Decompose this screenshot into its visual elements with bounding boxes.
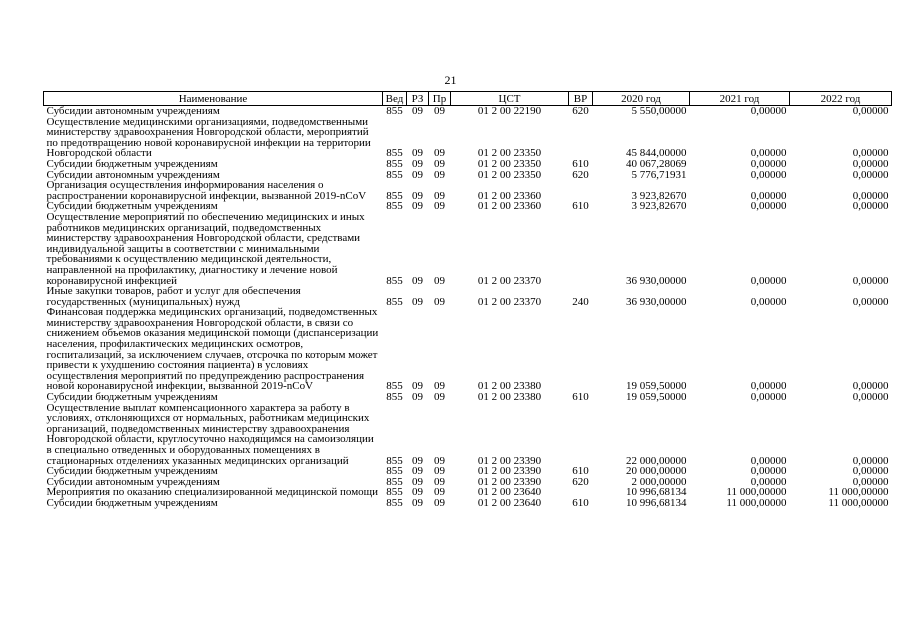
cell-2022: 0,00000 (852, 147, 889, 160)
cell-pr: 09 (434, 274, 445, 287)
cell-ved: 855 (386, 200, 403, 213)
cell-rz: 09 (412, 475, 423, 488)
cell-pr: 09 (434, 105, 445, 117)
cell-name: Субсидии бюджетным учреждениям (46, 391, 218, 404)
cell-cst: 01 2 00 23390 (477, 465, 542, 478)
cell-vr (569, 117, 593, 159)
cell-pr: 09 (434, 475, 445, 488)
cell-2021: 0,00000 (750, 189, 787, 202)
cell-vr (569, 403, 593, 467)
col-header-vr: ВР (569, 92, 593, 106)
cell-ved: 855 (386, 157, 403, 170)
col-header-pr: Пр (429, 92, 451, 106)
cell-rz: 09 (412, 465, 423, 478)
cell-ved: 855 (386, 475, 403, 488)
cell-2022: 11 000,00000 (828, 496, 889, 509)
cell-2021: 0,00000 (750, 105, 787, 117)
col-header-ved: Вед (383, 92, 407, 106)
cell-2021: 0,00000 (750, 157, 787, 170)
cell-rz: 09 (412, 168, 423, 181)
cell-2021: 0,00000 (750, 200, 787, 213)
cell-name: Иные закупки товаров, работ и услуг для обеспечения государственных (муниципальных) нужд (46, 285, 301, 308)
cell-pr: 09 (434, 295, 445, 308)
cell-2020: 19 059,50000 (626, 391, 687, 404)
cell-pr: 09 (434, 157, 445, 170)
cell-ved: 855 (386, 465, 403, 478)
col-header-cst: ЦСТ (451, 92, 569, 106)
cell-cst: 01 2 00 23350 (477, 147, 542, 160)
cell-rz: 09 (412, 189, 423, 202)
cell-ved: 855 (386, 496, 403, 509)
cell-2022: 0,00000 (852, 475, 889, 488)
col-header-rz: РЗ (407, 92, 429, 106)
cell-name: Субсидии автономным учреждениям (46, 105, 220, 117)
cell-name: Субсидии бюджетным учреждениям (46, 496, 218, 509)
cell-cst: 01 2 00 23640 (477, 496, 542, 509)
cell-name: Организация осуществления информирования населения о распространении коронавирусной инфекции, вызванной 2019-nCoV (46, 179, 367, 202)
cell-cst: 01 2 00 23350 (477, 157, 542, 170)
cell-name: Субсидии автономным учреждениям (46, 168, 220, 181)
table-row (44, 286, 892, 307)
cell-2021: 11 000,00000 (726, 486, 787, 499)
budget-table (43, 91, 892, 509)
cell-rz: 09 (412, 380, 423, 393)
cell-pr: 09 (434, 391, 445, 404)
table-row (44, 307, 892, 392)
table-row (44, 212, 892, 286)
cell-vr: 610 (572, 157, 589, 170)
cell-pr: 09 (434, 496, 445, 509)
cell-2020: 10 996,68134 (626, 496, 687, 509)
cell-name: Осуществление выплат компенсационного характера за работу в условиях, отклоняющихся от нормальных, работникам медицинских организаций, подведомственных министерству здравоохранения Новгородской области, круглосуточно находящимся на самоизоляции в специально отведенных и оборудованных помещениях в стационарных отделениях указанных медицинских организаций (46, 401, 374, 467)
cell-2021: 0,00000 (750, 454, 787, 467)
cell-ved: 855 (386, 274, 403, 287)
cell-cst: 01 2 00 23350 (477, 168, 542, 181)
cell-name: Субсидии бюджетным учреждениям (46, 200, 218, 213)
cell-ved: 855 (386, 295, 403, 308)
table-header-row (44, 92, 892, 106)
table-row (44, 403, 892, 467)
cell-ved: 855 (386, 454, 403, 467)
cell-pr: 09 (434, 189, 445, 202)
table-body (44, 106, 892, 509)
col-header-2021: 2021 год (690, 92, 790, 106)
cell-2020: 19 059,50000 (626, 380, 687, 393)
cell-2022: 0,00000 (852, 295, 889, 308)
cell-2020: 45 844,00000 (626, 147, 687, 160)
cell-ved: 855 (386, 147, 403, 160)
col-header-name: Наименование (44, 92, 383, 106)
cell-rz: 09 (412, 274, 423, 287)
cell-2022: 0,00000 (852, 391, 889, 404)
page-number: 21 (444, 73, 457, 87)
cell-name: Осуществление мероприятий по обеспечению медицинских и иных работников медицинских организаций, подведомственных министерству здравоохранения Новгородской области, средствами индивидуальной защиты в соответствии с минимальными требованиями к осуществлению медицинской деятельности, направленной на профилактику, диагностику и лечение новой коронавирусной инфекцией (46, 210, 365, 287)
cell-pr: 09 (434, 147, 445, 160)
table-row (44, 159, 892, 170)
cell-2021: 0,00000 (750, 274, 787, 287)
cell-rz: 09 (412, 157, 423, 170)
cell-rz: 09 (412, 147, 423, 160)
cell-cst: 01 2 00 23360 (477, 189, 542, 202)
cell-cst: 01 2 00 23390 (477, 454, 542, 467)
cell-2020: 5 776,71931 (631, 168, 687, 181)
cell-2022: 0,00000 (852, 189, 889, 202)
cell-rz: 09 (412, 200, 423, 213)
cell-vr: 610 (572, 391, 589, 404)
cell-ved: 855 (386, 168, 403, 181)
col-header-2022: 2022 год (790, 92, 892, 106)
cell-2021: 0,00000 (750, 391, 787, 404)
cell-2021: 0,00000 (750, 147, 787, 160)
cell-cst: 01 2 00 23380 (477, 391, 542, 404)
cell-2020: 10 996,68134 (626, 486, 687, 499)
cell-cst: 01 2 00 22190 (477, 105, 542, 117)
cell-pr: 09 (434, 486, 445, 499)
cell-cst: 01 2 00 23370 (477, 274, 542, 287)
cell-rz: 09 (412, 496, 423, 509)
cell-pr: 09 (434, 465, 445, 478)
cell-pr: 09 (434, 454, 445, 467)
cell-ved: 855 (386, 189, 403, 202)
cell-name: Субсидии автономным учреждениям (46, 475, 220, 488)
cell-vr: 610 (572, 200, 589, 213)
cell-2022: 11 000,00000 (828, 486, 889, 499)
cell-cst: 01 2 00 23380 (477, 380, 542, 393)
cell-rz: 09 (412, 105, 423, 117)
cell-name: Финансовая поддержка медицинских организаций, подведомственных министерству здравоохранения Новгородской области, в связи со снижением объемов оказания медицинской помощи (диспансеризации населения, профилактических медицинских осмотров, госпитализаций, за исключением случаев, отсрочка по которым может привести к ухудшению состояния пациента) в условиях осуществления мероприятий по предупреждению распространения новой коронавирусной инфекции, вызванной 2019-nCoV (46, 306, 379, 393)
cell-2020: 20 000,00000 (626, 465, 687, 478)
cell-2022: 0,00000 (852, 274, 889, 287)
cell-2022: 0,00000 (852, 380, 889, 393)
cell-vr (569, 180, 593, 201)
cell-vr: 620 (572, 475, 589, 488)
cell-cst: 01 2 00 23370 (477, 295, 542, 308)
cell-2020: 3 923,82670 (631, 200, 687, 213)
cell-2020: 3 923,82670 (631, 189, 687, 202)
cell-2021: 0,00000 (750, 475, 787, 488)
cell-ved: 855 (386, 380, 403, 393)
cell-vr: 610 (572, 496, 589, 509)
cell-2022: 0,00000 (852, 105, 889, 117)
cell-2020: 22 000,00000 (626, 454, 687, 467)
cell-rz: 09 (412, 486, 423, 499)
cell-name: Субсидии бюджетным учреждениям (46, 465, 218, 478)
cell-2021: 0,00000 (750, 168, 787, 181)
cell-2020: 36 930,00000 (626, 274, 687, 287)
cell-2022: 0,00000 (852, 168, 889, 181)
cell-pr: 09 (434, 380, 445, 393)
cell-2020: 36 930,00000 (626, 295, 687, 308)
cell-rz: 09 (412, 295, 423, 308)
table-row (44, 498, 892, 509)
cell-name: Осуществление медицинскими организациями, подведомственными министерству здравоохранения Новгородской области, мероприятий по предотвращению новой коронавирусной инфекции на территории Новгородской области (46, 115, 371, 160)
cell-cst: 01 2 00 23360 (477, 200, 542, 213)
col-header-2020: 2020 год (593, 92, 690, 106)
cell-pr: 09 (434, 200, 445, 213)
cell-2021: 0,00000 (750, 295, 787, 308)
cell-rz: 09 (412, 454, 423, 467)
table-row (44, 106, 892, 117)
cell-vr: 240 (572, 295, 589, 308)
cell-vr: 610 (572, 465, 589, 478)
cell-2022: 0,00000 (852, 200, 889, 213)
cell-vr: 620 (572, 105, 589, 117)
cell-vr (569, 212, 593, 286)
cell-cst: 01 2 00 23390 (477, 475, 542, 488)
cell-rz: 09 (412, 391, 423, 404)
cell-ved: 855 (386, 391, 403, 404)
table-row (44, 117, 892, 159)
cell-ved: 855 (386, 486, 403, 499)
cell-2020: 2 000,00000 (631, 475, 687, 488)
cell-vr: 620 (572, 168, 589, 181)
cell-2021: 11 000,00000 (726, 496, 787, 509)
cell-cst: 01 2 00 23640 (477, 486, 542, 499)
cell-2020: 40 067,28069 (626, 157, 687, 170)
cell-pr: 09 (434, 168, 445, 181)
cell-ved: 855 (386, 105, 403, 117)
cell-2022: 0,00000 (852, 454, 889, 467)
cell-2021: 0,00000 (750, 380, 787, 393)
cell-vr (569, 307, 593, 392)
cell-2021: 0,00000 (750, 465, 787, 478)
cell-name: Субсидии бюджетным учреждениям (46, 157, 218, 170)
cell-name: Мероприятия по оказанию специализированной медицинской помощи (46, 486, 379, 499)
cell-2022: 0,00000 (852, 465, 889, 478)
cell-2022: 0,00000 (852, 157, 889, 170)
table-row (44, 180, 892, 201)
cell-2020: 5 550,00000 (631, 105, 687, 117)
